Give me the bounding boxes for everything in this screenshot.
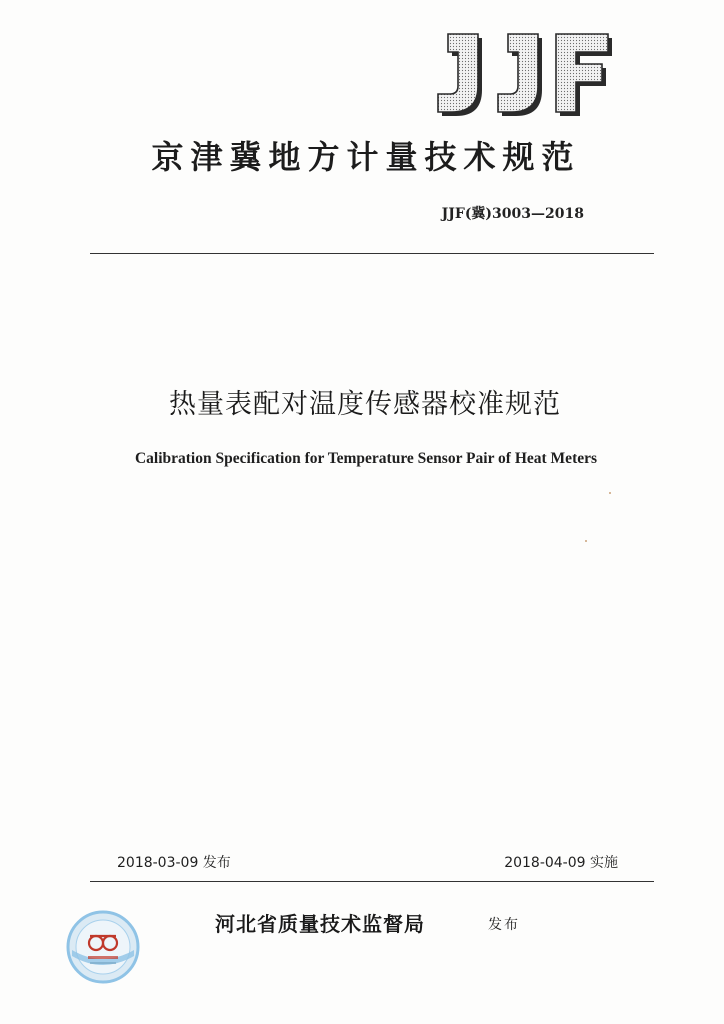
issuing-authority: 河北省质量技术监督局 bbox=[215, 912, 425, 936]
issuing-label: 发布 bbox=[488, 917, 520, 933]
jjf-logo bbox=[428, 30, 614, 116]
series-title: 京津冀地方计量技术规范 bbox=[151, 138, 581, 176]
document-title-en: Calibration Specification for Temperature Sensor Pair of Heat Meters bbox=[134, 450, 598, 467]
document-title-cn: 热量表配对温度传感器校准规范 bbox=[169, 389, 561, 420]
implementation-date: 2018-04-09 实施 bbox=[504, 855, 618, 871]
paper-speck bbox=[585, 540, 587, 542]
issue-date: 2018-03-09 发布 bbox=[117, 855, 231, 871]
paper-speck bbox=[609, 492, 611, 494]
certification-seal-icon bbox=[66, 910, 140, 984]
document-code: JJF(冀)3003—2018 bbox=[441, 206, 584, 222]
top-divider bbox=[90, 253, 654, 254]
bottom-divider bbox=[90, 881, 654, 882]
